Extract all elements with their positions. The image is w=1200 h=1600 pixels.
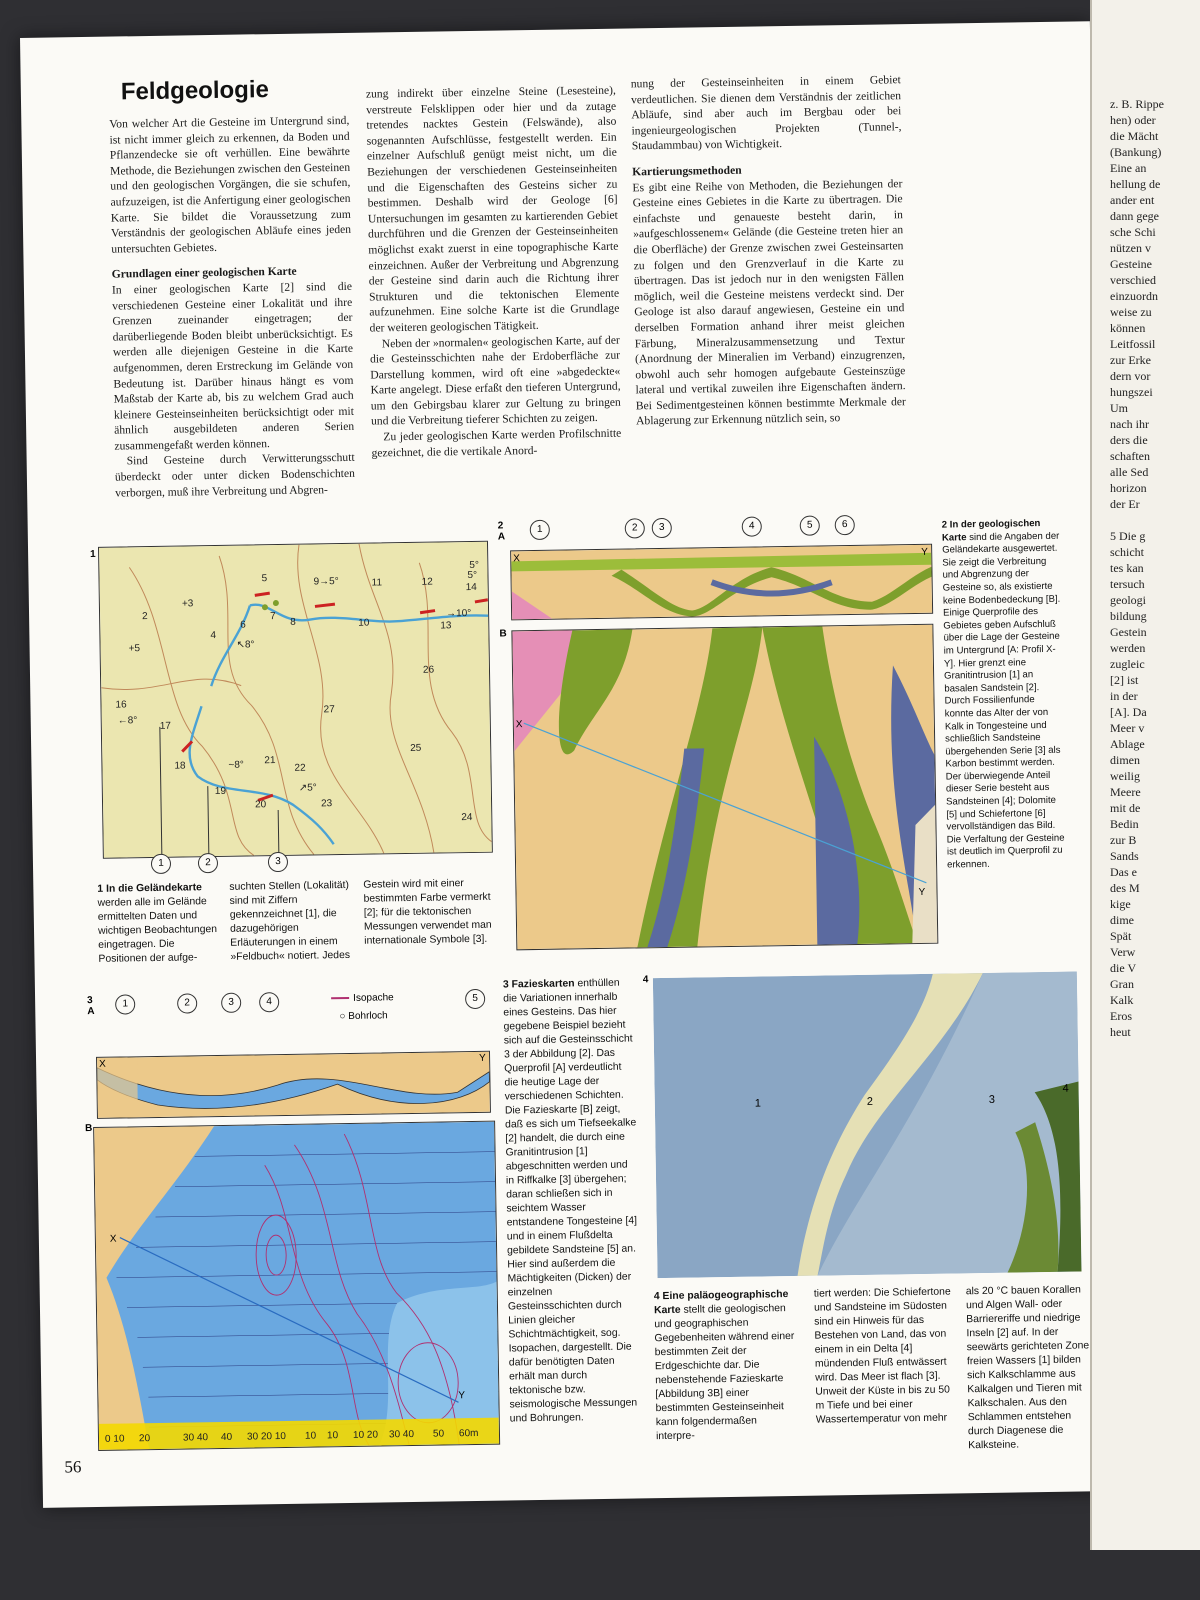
edge-text-line: Kalk bbox=[1110, 993, 1134, 1007]
edge-text-line: Verw bbox=[1110, 945, 1136, 959]
scale-label: 30 40 bbox=[182, 1432, 209, 1444]
edge-text-line: weise zu bbox=[1110, 305, 1152, 319]
locality-label: 6 bbox=[240, 619, 246, 631]
caption-lead: 2 In der geologischen Karte bbox=[941, 518, 1041, 544]
section-b-label: B bbox=[85, 1122, 93, 1135]
edge-text-line: in der bbox=[1110, 689, 1138, 703]
callout-marker: 3 bbox=[652, 518, 672, 538]
geological-map bbox=[511, 624, 938, 951]
locality-label: 19 bbox=[214, 785, 227, 798]
edge-text-line: der Er bbox=[1110, 497, 1140, 511]
paragraph: Sind Gesteine durch Verwitterungsschutt überdeckt oder unter dicken Bodenschichten verborgen, muß ihre Verbreitung und Abgren- bbox=[114, 451, 355, 500]
locality-label: 10 bbox=[358, 617, 370, 629]
callout-marker: 4 bbox=[742, 516, 762, 536]
locality-label: ~8° bbox=[228, 759, 244, 771]
callout-marker: 5 bbox=[800, 515, 820, 535]
figure-number: 1 bbox=[90, 548, 96, 560]
edge-text-line: tersuch bbox=[1110, 577, 1145, 591]
locality-label: 26 bbox=[422, 664, 435, 676]
section-heading: Grundlagen einer geologischen Karte bbox=[111, 265, 297, 281]
edge-text-line: Meere bbox=[1110, 785, 1141, 799]
next-page-edge bbox=[1090, 0, 1200, 1550]
locality-label: 5° bbox=[469, 559, 479, 572]
edge-text-line: zugleic bbox=[1110, 657, 1145, 671]
page-number: 56 bbox=[64, 1457, 82, 1477]
figure-2-caption bbox=[942, 518, 1066, 872]
edge-text-line: [2] ist bbox=[1110, 673, 1139, 687]
edge-text-line: Bedin bbox=[1110, 817, 1139, 831]
caption-lead: 1 In die Geländekarte bbox=[97, 882, 202, 895]
scale-label: 20 bbox=[138, 1433, 151, 1445]
text-column-2 bbox=[366, 83, 622, 461]
legend-label: Bohrloch bbox=[348, 1010, 388, 1022]
edge-text-line: zur B bbox=[1110, 833, 1137, 847]
edge-text-line: hen) oder bbox=[1110, 113, 1156, 127]
callout-marker: 2 bbox=[625, 518, 645, 538]
borehole-icon: ○ bbox=[339, 1010, 349, 1023]
locality-label: ←8° bbox=[117, 715, 138, 727]
callout-marker: 2 bbox=[198, 853, 218, 873]
figure-1-caption-a bbox=[97, 881, 218, 967]
edge-text-line: Das e bbox=[1110, 865, 1137, 879]
profile-y-label: Y bbox=[458, 1390, 466, 1402]
locality-label: 8 bbox=[290, 616, 296, 628]
edge-text-line: dern vor bbox=[1110, 369, 1151, 383]
scale-label: 30 40 bbox=[388, 1428, 415, 1441]
locality-label: 13 bbox=[440, 620, 452, 632]
section-heading: Kartierungsmethoden bbox=[632, 163, 742, 179]
section-a-label: A bbox=[87, 1005, 95, 1018]
callout-marker: 1 bbox=[115, 994, 135, 1014]
edge-text-line bbox=[1110, 512, 1164, 528]
edge-text-line: Eros bbox=[1110, 1009, 1132, 1023]
paragraph: Neben der »normalen« geologischen Karte, auf der die Gesteinsschichten nahe der Erdoberfläche zur Darstellung kommen, wird oft eine »abgedeckte« Karte angelegt. Diese erfaßt den tieferen Untergrund, um den Gebirgsbau klarer zur Geltung zu bringen und die Verbreitung tieferer Schichten zu zeigen. bbox=[369, 333, 621, 429]
map-marker: 4 bbox=[1062, 1082, 1069, 1095]
figure-4-caption-a bbox=[654, 1288, 796, 1444]
edge-text-line: bildung bbox=[1110, 609, 1147, 623]
edge-text-line: nach ihr bbox=[1110, 417, 1149, 431]
edge-text-line: horizon bbox=[1110, 481, 1147, 495]
facies-cross-section bbox=[96, 1051, 491, 1119]
scale-label: 40 bbox=[220, 1431, 233, 1444]
edge-text-line: dime bbox=[1110, 913, 1134, 927]
edge-text-line: weilig bbox=[1110, 769, 1140, 783]
caption-lead: 4 Eine paläogeographische Karte bbox=[653, 1289, 789, 1317]
edge-text-line: heut bbox=[1110, 1025, 1131, 1039]
section-a-label: A bbox=[497, 531, 506, 543]
edge-text-line: kige bbox=[1110, 897, 1131, 911]
edge-text-line: werden bbox=[1110, 641, 1146, 655]
edge-text-line: Sands bbox=[1110, 849, 1139, 863]
locality-label: 7 bbox=[270, 611, 276, 623]
profile-markers bbox=[115, 989, 495, 1023]
map-marker: 3 bbox=[988, 1093, 996, 1106]
text-column-3 bbox=[631, 72, 907, 429]
text-column-1 bbox=[109, 113, 355, 501]
edge-text-line: geologi bbox=[1110, 593, 1146, 607]
locality-label: 17 bbox=[159, 720, 172, 732]
edge-text-line: Gesteine bbox=[1110, 257, 1152, 271]
edge-text-line: hellung de bbox=[1110, 177, 1161, 191]
figure-2-number: 2 bbox=[497, 520, 504, 532]
edge-text-line: Ablage bbox=[1110, 737, 1145, 751]
callout-marker: 3 bbox=[221, 993, 241, 1013]
paragraph: zung indirekt über einzelne Steine (Lesesteine), verstreute Felsklippen oder hier und da zutage tretendes nacktes Gestein (Felswände), also sogenannten Aufschlüsse, festgestellt werden. Ein einzelner Aufschluß genügt meist nicht, um die Beziehungen der verschiedenen Gesteinseinheiten und die Eigenschaften des Gesteins sicher zu bestimmen. Deshalb wird der Geologe [6] Untersuchungen im gesamten zu kartierenden Gebiet durchführen und die Grenzen der Gesteinseinheiten möglichst exakt zuerst in eine topographische Karte einzeichnen. Außer der Verbreitung und Abgrenzung der Gesteine sind darin auch die Richtung ihrer Strukturen und die tektonischen Elemente aufzunehmen. Eine solche Karte ist die Grundlage der weiteren geologischen Tätigkeit. bbox=[365, 83, 620, 335]
locality-label: +5 bbox=[128, 643, 141, 655]
locality-label: ↖8° bbox=[236, 639, 255, 651]
edge-text-line: Gran bbox=[1110, 977, 1134, 991]
locality-label: 4 bbox=[210, 629, 217, 642]
caption-text: sind die Angaben der Geländekarte ausgewertet. Sie zeigt die Verbreitung und Abgrenzung der Gesteine so, als existierte keine Bodenbedeckung [B]. Einige Querprofile des Gebietes geben Aufschluß über die Lage der Gesteine im Untergrund [A: Profil X-Y]. Hier grenzt eine Granitintrusion [1] an basalen Sandstein [2]. Durch Fossilienfunde konnte das Alter der von Kalk in Tongesteine und schließlich Sandsteine übergehenden Serie [3] als Karbon bestimmt werden. Der überwiegende Anteil dieser Serie besteht aus Sandsteinen [4]; Dolomite [5] und Schiefertone [6] vervollständigen das Bild. Die Verfaltung der Gesteine ist deutlich im Querprofil zu erkennen. bbox=[942, 530, 1065, 871]
figure-4-caption-b: tiert werden: Die Schiefertone und Sandsteine im Südosten sind ein Hinweis für das Bestehen von Land, das von einem in ein Delta [4] mündenden Fluß entwässert wird. Das Meer ist flach [3]. Unweit der Küste in bis zu 50 m Tiefe und bei einer Wassertemperatur von mehr bbox=[813, 1286, 951, 1426]
page-title: Feldgeologie bbox=[120, 76, 270, 106]
map-marker: 1 bbox=[754, 1097, 762, 1110]
edge-text-line: dimen bbox=[1110, 753, 1140, 767]
edge-text-line: [A]. Da bbox=[1110, 705, 1147, 719]
edge-text-line: (Bankung) bbox=[1110, 145, 1162, 159]
scale-label: 10 bbox=[326, 1430, 339, 1442]
paleogeographic-map bbox=[653, 972, 1082, 1279]
edge-text-line: Eine an bbox=[1110, 161, 1147, 175]
locality-label: 16 bbox=[115, 699, 127, 711]
section-x-label: X bbox=[513, 553, 520, 565]
locality-label: 18 bbox=[174, 760, 186, 772]
callout-marker: 3 bbox=[268, 852, 288, 872]
figure-3-caption bbox=[503, 976, 642, 1426]
edge-text-line: hungszei bbox=[1110, 385, 1153, 399]
section-b-label: B bbox=[499, 628, 507, 640]
field-map bbox=[98, 541, 493, 859]
scale-label: 0 10 bbox=[104, 1433, 125, 1445]
callout-marker: 4 bbox=[259, 992, 279, 1012]
locality-label: 2 bbox=[142, 611, 148, 623]
edge-text-line: ders die bbox=[1110, 433, 1148, 447]
figure-4-caption-c: als 20 °C bauen Korallen und Algen Wall- oder Barriereriffe und niedrige Inseln [2] auf. In der seewärts gerichteten Zone freien Wassers [1] bilden sich Kalkschlamme aus Kalkalgen und Tieren mit Kalkschalen. Aus den Schlammen entstehen durch Diagenese die Kalksteine. bbox=[965, 1284, 1090, 1452]
scale-label: 50 bbox=[432, 1428, 445, 1440]
profile-x-label: X bbox=[515, 719, 523, 731]
locality-label: 27 bbox=[323, 704, 335, 716]
section-x-label: X bbox=[99, 1058, 106, 1070]
callout-marker: 6 bbox=[835, 515, 855, 535]
caption-text: stellt die geologischen und geographischen Gegebenheiten während einer bestimmten Zeit der Erdgeschichte dar. Die nebenstehende Fazieskarte [Abbildung 3B] einer bestimmten Gesteinseinheit kann folgendermaßen interpre- bbox=[654, 1303, 795, 1443]
paragraph: Es gibt eine Reihe von Methoden, die Beziehungen der Gesteine eines Gebietes in die Karte zu übertragen. Die einfachste und genaueste besteht darin, in »aufgeschlossenem« Gelände (die Gesteine treten hier an die Oberfläche) der Grenze zwischen zwei Gesteinsarten zu folgen und den Grenzverlauf in die Karte zu übertragen. Das ist jedoch nur in den wenigsten Fällen möglich, weil die Gesteine meistens verdeckt sind. Der Geologe ist also darauf angewiesen, Gesteine ein und derselben Formation anhand ihrer meist gleichen Färbung, Mineralzusammensetzung und Textur (Anordnung der Mineralien im Verband) einzugrenzen, obwohl auch sehr homogen aufgebaute Gesteinszüge lateral und vertikal zuweilen ihre Eigenschaften ändern. Bei Sedimentgesteinen können bestimmte Merkmale der Ablagerung zur Erkennung nützlich sein, so bbox=[632, 176, 906, 428]
profile-x-label: X bbox=[109, 1233, 117, 1245]
locality-label: 9→5° bbox=[313, 576, 339, 588]
edge-text-line: können bbox=[1110, 321, 1146, 335]
figure-number: 4 bbox=[642, 974, 649, 986]
edge-text-line: mit de bbox=[1110, 801, 1141, 815]
caption-text: werden alle im Gelände ermittelten Daten und wichtigen Beobachtungen eingetragen. Die Positionen der aufge- bbox=[97, 896, 218, 965]
scale-label: 60m bbox=[458, 1427, 479, 1440]
edge-text-line: die Mächt bbox=[1110, 129, 1159, 143]
edge-text-line: nützen v bbox=[1110, 241, 1151, 255]
edge-text-line: 5 Die g bbox=[1110, 529, 1146, 543]
figure-number bbox=[498, 520, 506, 542]
paragraph: Zu jeder geologischen Karte werden Profilschnitte gezeichnet, die die vertikale Anord- bbox=[371, 426, 622, 460]
edge-text-line: ander ent bbox=[1110, 193, 1155, 207]
scale-label: 10 20 bbox=[352, 1429, 379, 1441]
next-page-text bbox=[1110, 96, 1164, 1040]
edge-text-line: einzuordn bbox=[1110, 289, 1158, 303]
locality-label: 24 bbox=[461, 811, 473, 824]
edge-text-line: dann gege bbox=[1110, 209, 1159, 223]
edge-text-line: Spät bbox=[1110, 929, 1132, 943]
locality-label: 12 bbox=[421, 576, 433, 588]
edge-text-line: des M bbox=[1110, 881, 1140, 895]
section-y-label: Y bbox=[921, 546, 928, 558]
legend-label: Isopache bbox=[353, 992, 394, 1004]
figure-3-number: 3 bbox=[87, 994, 93, 1007]
edge-text-line: Meer v bbox=[1110, 721, 1145, 735]
edge-text-line: verschied bbox=[1110, 273, 1156, 287]
locality-label: ↗5° bbox=[298, 782, 317, 794]
edge-text-line: zur Erke bbox=[1110, 353, 1151, 367]
legend-isopache bbox=[331, 992, 394, 1004]
paragraph: nung der Gesteinseinheiten in einem Gebiet verdeutlichen. Sie dienen dem Verständnis der zeitlichen Abläufe, sind aber auch im Bergbau oder bei ingenieurgeologischen Projekten (Tunnel-, Staudammbau) von Wichtigkeit. bbox=[630, 73, 902, 153]
edge-text-line: z. B. Rippe bbox=[1110, 97, 1164, 111]
locality-label: →10° bbox=[446, 607, 472, 620]
scale-label: 30 20 10 bbox=[246, 1430, 287, 1443]
edge-text-line: Leitfossil bbox=[1110, 337, 1156, 351]
legend-bohrloch bbox=[339, 1010, 387, 1022]
edge-text-line: Gestein bbox=[1110, 625, 1147, 639]
locality-label: 5 bbox=[261, 573, 268, 585]
cross-section-a bbox=[510, 544, 933, 621]
scale-label: 10 bbox=[304, 1430, 317, 1442]
caption-lead: 3 Fazieskarten bbox=[502, 978, 575, 991]
locality-label: 25 bbox=[410, 742, 422, 754]
figure-1-caption-b: suchten Stellen (Lokalität) sind mit Ziffern gekennzeichnet [1], die dazugehörigen Erläuterungen in einem »Feldbuch« notiert. Jedes bbox=[229, 879, 351, 963]
locality-label: 5° bbox=[467, 569, 478, 582]
paragraph: Von welcher Art die Gesteine im Untergrund sind, ist nicht immer gleich zu erkennen, da Boden und Pflanzendecke sie oft verhüllen. Eine bewährte Methode, die Beziehungen zwischen den Gesteinen und den geologischen Vorgängen, die sie schufen, aufzuzeigen, ist die Anfertigung einer geologischen Karte. Sie bildet die Voraussetzung zum Verständnis der geologischen Abläufe eines jeden untersuchten Gebietes. bbox=[109, 113, 352, 256]
edge-text-line: schaften bbox=[1110, 449, 1150, 463]
map-marker: 2 bbox=[866, 1095, 874, 1108]
locality-label: 20 bbox=[254, 799, 267, 811]
caption-text: enthüllen die Variationen innerhalb eines Gesteins. Das hier gegebene Beispiel bezieht sich auf die Gesteinsschicht 3 der Abbildung [2]. Das Querprofil [A] verdeutlicht die heutige Lage der verschiedenen Schichten. Die Fazieskarte [B] zeigt, daß es sich um Tiefseekalke [2] handelt, die durch eine Granitintrusion [1] abgeschnitten werden und in Riffkalke [3] übergehen; daran schließen sich in seichtem Wasser entstandene Tongesteine [4] und in einem Flußdelta gebildete Sandsteine [5] an. Hier sind außerdem die Mächtigkeiten (Dicken) der einzelnen Gesteinsschichten durch Linien gleicher Schichtmächtigkeit, sog. Isopachen, dargestellt. Die dafür benötigten Daten erhält man durch tektonische bzw. seismologische Messungen und Bohrungen. bbox=[503, 977, 638, 1425]
edge-text-line: sche Schi bbox=[1110, 225, 1156, 239]
book-page bbox=[20, 21, 1113, 1508]
edge-text-line: alle Sed bbox=[1110, 465, 1149, 479]
figure-number bbox=[87, 995, 95, 1017]
callout-marker: 2 bbox=[177, 993, 197, 1013]
isopache-swatch bbox=[331, 997, 349, 999]
callout-marker: 1 bbox=[151, 854, 171, 874]
edge-text-line: tes kan bbox=[1110, 561, 1144, 575]
locality-label: 11 bbox=[371, 577, 383, 589]
locality-label: 23 bbox=[320, 798, 333, 810]
locality-label: 14 bbox=[465, 581, 477, 594]
locality-label: 22 bbox=[294, 762, 306, 774]
section-y-label: Y bbox=[478, 1052, 486, 1064]
callout-marker: 1 bbox=[530, 520, 550, 540]
profile-markers bbox=[530, 511, 950, 544]
edge-text-line: schicht bbox=[1110, 545, 1144, 559]
callout-marker: 5 bbox=[465, 989, 485, 1009]
facies-map bbox=[93, 1121, 500, 1451]
locality-label: +3 bbox=[181, 598, 194, 610]
locality-label: 21 bbox=[264, 755, 276, 767]
profile-y-label: Y bbox=[918, 886, 926, 898]
edge-text-line: Um bbox=[1110, 401, 1128, 415]
edge-text-line: die V bbox=[1110, 961, 1137, 975]
paragraph: In einer geologischen Karte [2] sind die verschiedenen Gesteine einer Lokalität und ihre Grenzen zueinander eingetragen; der darüberliegende Boden bleibt unberücksichtigt. Es werden alle diejenigen Gesteine in die Karte aufgenommen, deren Erstreckung im Gelände von Bedeutung ist. Darüber hinaus hängt es vom Maßstab der Karte ab, bis zu welchem Grad auch kleinere Gesteinseinheiten berücksichtigt oder mit ähnlich ausgebildeten anderen Serien zusammengefaßt werden können. bbox=[111, 279, 355, 453]
figure-1-caption-c: Gestein wird mit einer bestimmten Farbe vermerkt [2]; für die tektonischen Messungen verwendet man internationale Symbole [3]. bbox=[363, 878, 492, 947]
